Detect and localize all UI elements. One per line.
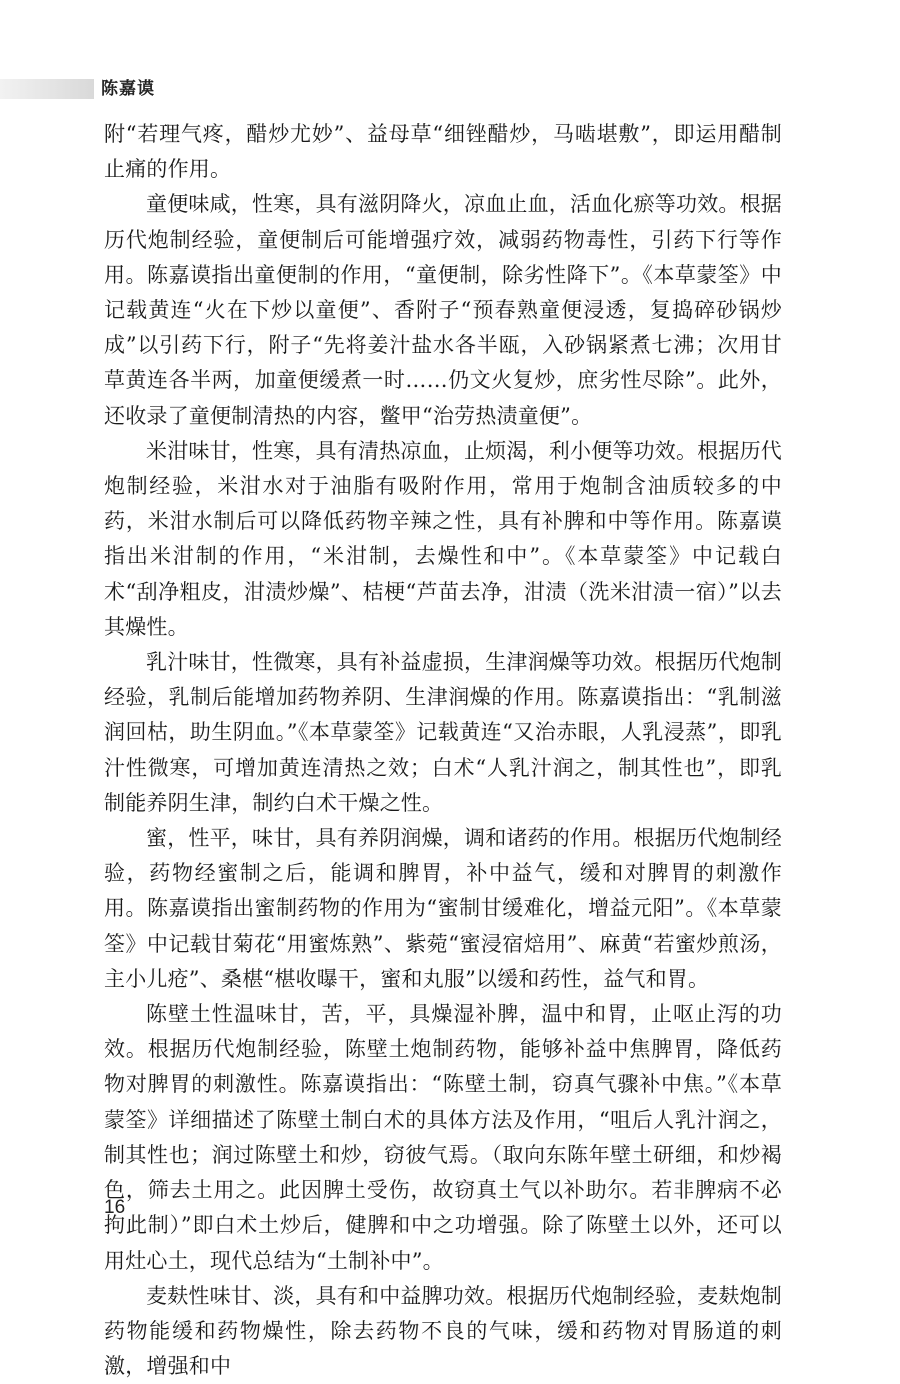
header-decoration-bar (0, 79, 94, 99)
paragraph-wheat-bran: 麦麸性味甘、淡，具有和中益脾功效。根据历代炮制经验，麦麸炮制药物能缓和药物燥性，除去药物不良的气味，缓和药物对胃肠道的刺激，增强和中 (104, 1283, 782, 1379)
running-header-title: 陈嘉谟 (101, 79, 155, 99)
body-text (104, 117, 782, 1384)
paragraph-vinegar-continued: 附“若理气疼，醋炒尤妙”、益母草“细锉醋炒，马啮堪敷”，即运用醋制止痛的作用。 (104, 122, 782, 182)
paragraph-rice-water: 米泔味甘，性寒，具有清热凉血，止烦渴，利小便等功效。根据历代炮制经验，米泔水对于油脂有吸附作用，常用于炮制含油质较多的中药，米泔水制后可以降低药物辛辣之性，具有补脾和中等作用。陈嘉谟指出米泔制的作用，“米泔制，去燥性和中”。《本草蒙筌》中记载白术“刮净粗皮，泔渍炒燥”、桔梗“芦苗去净，泔渍（洗米泔渍一宿）”以去其燥性。 (104, 438, 782, 639)
paragraph-wall-earth: 陈壁土性温味甘，苦，平，具燥湿补脾，温中和胃，止呕止泻的功效。根据历代炮制经验，陈壁土炮制药物，能够补益中焦脾胃，降低药物对脾胃的刺激性。陈嘉谟指出：“陈壁土制，窃真气骤补中焦。”《本草蒙筌》详细描述了陈壁土制白术的具体方法及作用，“咀后人乳汁润之，制其性也；润过陈壁土和炒，窃彼气焉。（取向东陈年壁土研细，和炒褐色，筛去土用之。此因脾土受伤，故窃真土气以补助尔。若非脾病不必拘此制）”即白术土炒后，健脾和中之功增强。除了陈壁土以外，还可以用灶心土，现代总结为“土制补中”。 (104, 1002, 782, 1273)
paragraph-honey: 蜜，性平，味甘，具有养阴润燥，调和诸药的作用。根据历代炮制经验，药物经蜜制之后，能调和脾胃，补中益气，缓和对脾胃的刺激作用。陈嘉谟指出蜜制药物的作用为“蜜制甘缓难化，增益元阳”。《本草蒙筌》中记载甘菊花“用蜜炼熟”、紫菀“蜜浸宿焙用”、麻黄“若蜜炒煎汤，主小儿疮”、桑椹“椹收曝干，蜜和丸服”以缓和药性，益气和胃。 (104, 826, 782, 991)
page-number: 16 (104, 1197, 126, 1218)
paragraph-milk: 乳汁味甘，性微寒，具有补益虚损，生津润燥等功效。根据历代炮制经验，乳制后能增加药物养阴、生津润燥的作用。陈嘉谟指出：“乳制滋润回枯，助生阴血。”《本草蒙筌》记载黄连“又治赤眼，人乳浸蒸”，即乳汁性微寒，可增加黄连清热之效；白术“人乳汁润之，制其性也”，即乳制能养阴生津，制约白术干燥之性。 (104, 650, 782, 815)
paragraph-child-urine: 童便味咸，性寒，具有滋阴降火，凉血止血，活血化瘀等功效。根据历代炮制经验，童便制后可能增强疗效，减弱药物毒性，引药下行等作用。陈嘉谟指出童便制的作用，“童便制，除劣性降下”。《本草蒙筌》中记载黄连“火在下炒以童便”、香附子“预春熟童便浸透，复捣碎砂锅炒成”以引药下行，附子“先将姜汁盐水各半瓯，入砂锅紧煮七沸；次用甘草黄连各半两，加童便缓煮一时……仍文火复炒，庶劣性尽除”。此外，还收录了童便制清热的内容，鳖甲“治劳热渍童便”。 (104, 192, 782, 428)
